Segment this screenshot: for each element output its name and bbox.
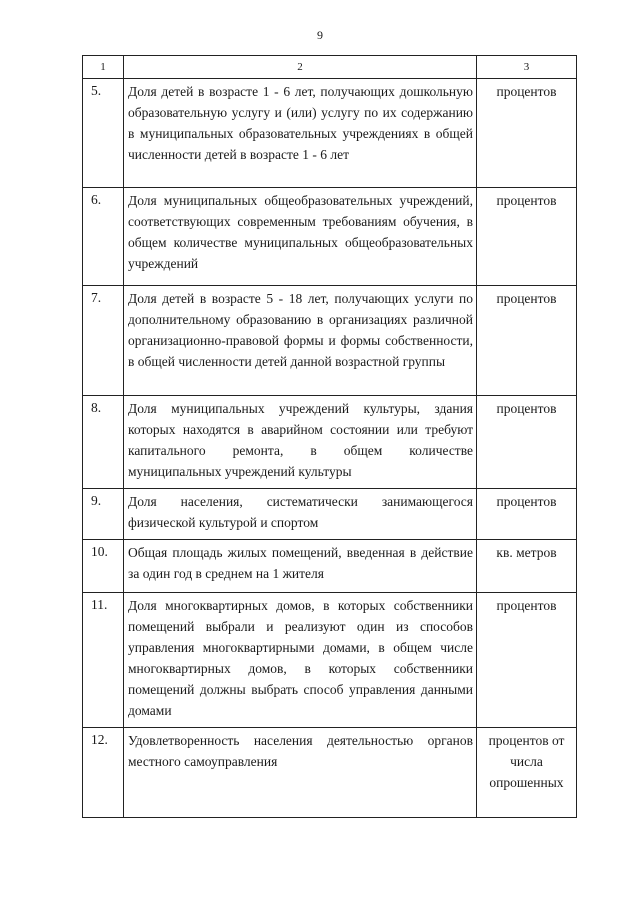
unit-of-measure: процентов (477, 79, 577, 188)
row-number: 10. (83, 540, 124, 593)
row-number: 9. (83, 489, 124, 540)
indicator-description: Доля детей в возрасте 1 - 6 лет, получающих дошкольную образовательную услугу и (или) услугу по их содержанию в муниципальных образовательных учреждениях в общей численности детей в возрасте 1 - 6 лет (124, 79, 477, 188)
table-row (83, 593, 577, 728)
table-row (83, 396, 577, 489)
indicator-description: Общая площадь жилых помещений, введенная в действие за один год в среднем на 1 жителя (124, 540, 477, 593)
column-header-1: 1 (83, 56, 124, 79)
row-number: 5. (83, 79, 124, 188)
indicator-description: Доля населения, систематически занимающегося физической культурой и спортом (124, 489, 477, 540)
column-header-2: 2 (124, 56, 477, 79)
row-number: 6. (83, 188, 124, 286)
indicator-description: Доля муниципальных общеобразовательных учреждений, соответствующих современным требованиям обучения, в общем количестве муниципальных общеобразовательных учреждений (124, 188, 477, 286)
row-number: 12. (83, 728, 124, 818)
table-row (83, 286, 577, 396)
indicator-description: Доля многоквартирных домов, в которых собственники помещений выбрали и реализуют один из способов управления многоквартирными домами, в общем числе многоквартирных домов, в которых собственники помещений должны выбрать способ управления данными домами (124, 593, 477, 728)
table-row (83, 79, 577, 188)
column-header-3: 3 (477, 56, 577, 79)
table-row (83, 188, 577, 286)
indicator-description: Доля детей в возрасте 5 - 18 лет, получающих услуги по дополнительному образованию в организациях различной организационно-правовой формы и формы собственности, в общей численности детей данной возрастной группы (124, 286, 477, 396)
row-number: 7. (83, 286, 124, 396)
unit-of-measure: кв. метров (477, 540, 577, 593)
unit-of-measure: процентов (477, 593, 577, 728)
row-number: 8. (83, 396, 124, 489)
unit-of-measure: процентов (477, 286, 577, 396)
indicator-description: Доля муниципальных учреждений культуры, здания которых находятся в аварийном состоянии или требуют капитального ремонта, в общем количестве муниципальных учреждений культуры (124, 396, 477, 489)
table-row (83, 489, 577, 540)
row-number: 11. (83, 593, 124, 728)
unit-of-measure: процентов от числа опрошенных (477, 728, 577, 818)
indicators-table (82, 55, 577, 818)
unit-of-measure: процентов (477, 489, 577, 540)
table-row (83, 540, 577, 593)
indicator-description: Удовлетворенность населения деятельностью органов местного самоуправления (124, 728, 477, 818)
unit-of-measure: процентов (477, 188, 577, 286)
page-number: 9 (317, 28, 323, 42)
table-row (83, 728, 577, 818)
table-header-row (83, 56, 577, 79)
unit-of-measure: процентов (477, 396, 577, 489)
